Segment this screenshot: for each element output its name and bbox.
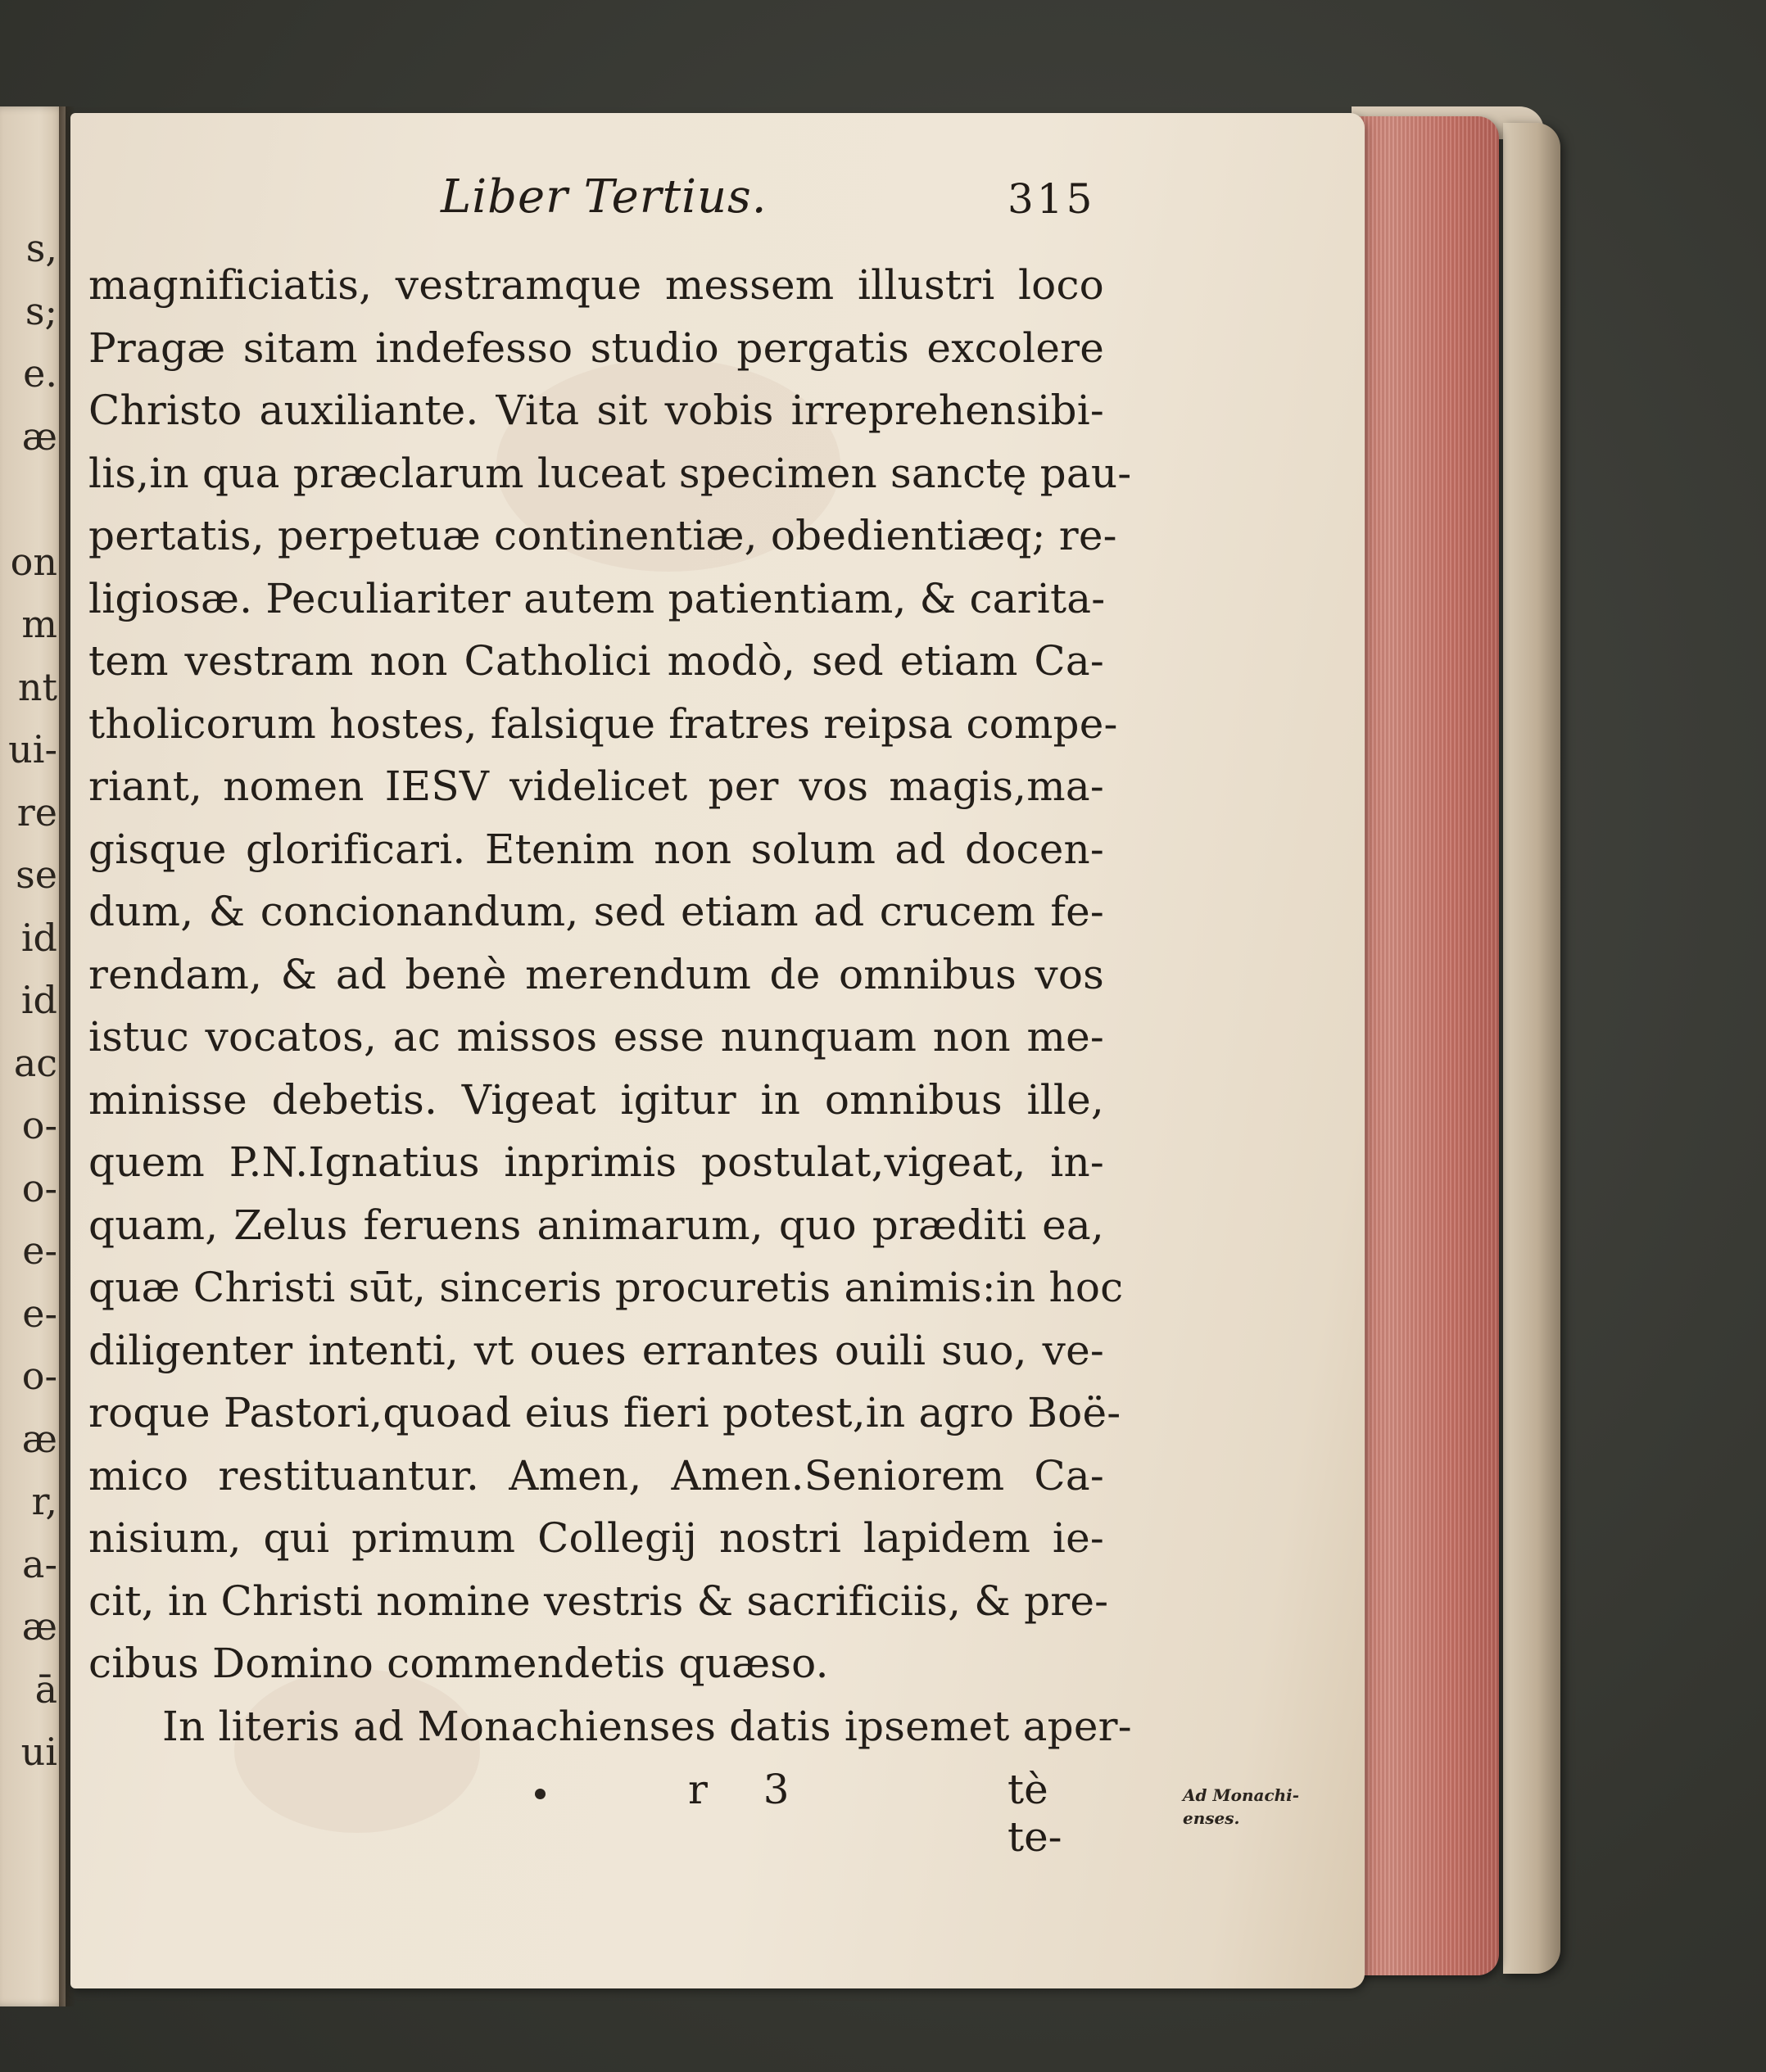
- facing-page-fragment: on: [10, 539, 57, 584]
- body-text: [88, 254, 1132, 1695]
- page-header: [88, 164, 1104, 254]
- facing-page-fragment: a-: [22, 1541, 57, 1586]
- facing-page-fragment: e-: [22, 1228, 57, 1273]
- facing-page-fragment: o-: [21, 1354, 57, 1398]
- text-line: ligiosæ. Peculiariter autem patientiam, & carita-: [88, 574, 1106, 622]
- text-line: Pragæ sitam indefesso studio pergatis excolere: [88, 323, 1104, 372]
- text-line: roque Pastori,quoad eius fieri potest,in agro Boë-: [88, 1389, 1121, 1436]
- text-line: nisium, qui primum Collegij nostri lapidem ie-: [88, 1514, 1104, 1562]
- page-number: 315: [1008, 175, 1096, 223]
- book-cover-edge: [1503, 123, 1560, 1974]
- text-line: tem vestram non Catholici modò, sed etiam Ca-: [88, 637, 1104, 685]
- facing-page-fragment: æ: [21, 414, 57, 459]
- text-line: lis,in qua præclarum luceat specimen sanctę pau-: [88, 449, 1132, 497]
- facing-page-fragment: æ: [21, 1604, 57, 1649]
- red-fore-edge: [1343, 116, 1499, 1975]
- facing-page-fragment: nt: [17, 664, 57, 709]
- text-line: istuc vocatos, ac missos esse nunquam non me-: [88, 1013, 1104, 1061]
- text-line: gisque glorificari. Etenim non solum ad docen-: [88, 825, 1104, 873]
- text-line: Christo auxiliante. Vita sit vobis irreprehensibi-: [88, 387, 1104, 434]
- text-line: tholicorum hostes, falsique fratres reipsa compe-: [88, 699, 1118, 748]
- facing-page-fragment: ui-: [8, 727, 57, 771]
- text-line: pertatis, perpetuæ continentiæ, obedientiæq; re-: [88, 512, 1117, 559]
- signature-mark: r 3: [688, 1766, 811, 1813]
- book-page: [70, 113, 1365, 1988]
- facing-page-fragment: m: [21, 602, 57, 646]
- marginal-note: Ad Monachi- enses.: [1183, 1785, 1300, 1828]
- facing-page-fragment: e.: [23, 351, 57, 396]
- text-line: magnificiatis, vestramque messem illustri loco: [88, 261, 1104, 309]
- text-line: riant, nomen IESV videlicet per vos magis,ma-: [88, 762, 1104, 810]
- facing-page-fragment: s;: [25, 288, 57, 333]
- text-line: mico restituantur. Amen, Amen.Seniorem Ca-: [88, 1451, 1104, 1500]
- facing-page-fragment: re: [16, 789, 57, 835]
- facing-page-fragment: e-: [22, 1291, 57, 1336]
- text-line: dum, & concionandum, sed etiam ad crucem fe-: [88, 888, 1104, 935]
- catchword: tè te-: [1008, 1766, 1062, 1861]
- new-paragraph-line: In literis ad Monachienses datis ipsemet aper-: [162, 1702, 1132, 1750]
- facing-page-fragment: id: [20, 978, 57, 1022]
- text-line: cit, in Christi nomine vestris & sacrificiis, & pre-: [88, 1577, 1109, 1625]
- text-line: quem P.N.Ignatius inprimis postulat,vigeat, in-: [88, 1138, 1104, 1186]
- facing-page-fragment: o-: [21, 1103, 57, 1147]
- text-line: minisse debetis. Vigeat igitur in omnibus ille,: [88, 1075, 1104, 1124]
- facing-page-fragment: ui: [20, 1730, 57, 1774]
- facing-page-fragment: id: [20, 915, 57, 960]
- facing-page-fragment: s,: [25, 226, 57, 270]
- running-head: Liber Tertius.: [441, 170, 768, 224]
- bullet-mark: [535, 1789, 546, 1799]
- facing-page-fragment: ā: [34, 1667, 57, 1712]
- text-line: quam, Zelus feruens animarum, quo præditi ea,: [88, 1201, 1104, 1249]
- text-line: cibus Domino commendetis quæso.: [88, 1640, 829, 1687]
- facing-page: [0, 106, 66, 2006]
- page-footer: [88, 1761, 1104, 1861]
- facing-page-fragment: æ: [21, 1416, 57, 1461]
- facing-page-fragment: o-: [21, 1165, 57, 1210]
- facing-page-fragment: se: [16, 853, 57, 897]
- text-line: quæ Christi sūt, sinceris procuretis animis:in hoc: [88, 1264, 1124, 1311]
- text-line: rendam, & ad benè merendum de omnibus vos: [88, 950, 1104, 998]
- facing-page-fragment: r,: [31, 1479, 57, 1523]
- text-line: diligenter intenti, vt oues errantes ouili suo, ve-: [88, 1326, 1104, 1374]
- text-block: [88, 164, 1132, 1861]
- facing-page-fragment: ac: [13, 1040, 57, 1085]
